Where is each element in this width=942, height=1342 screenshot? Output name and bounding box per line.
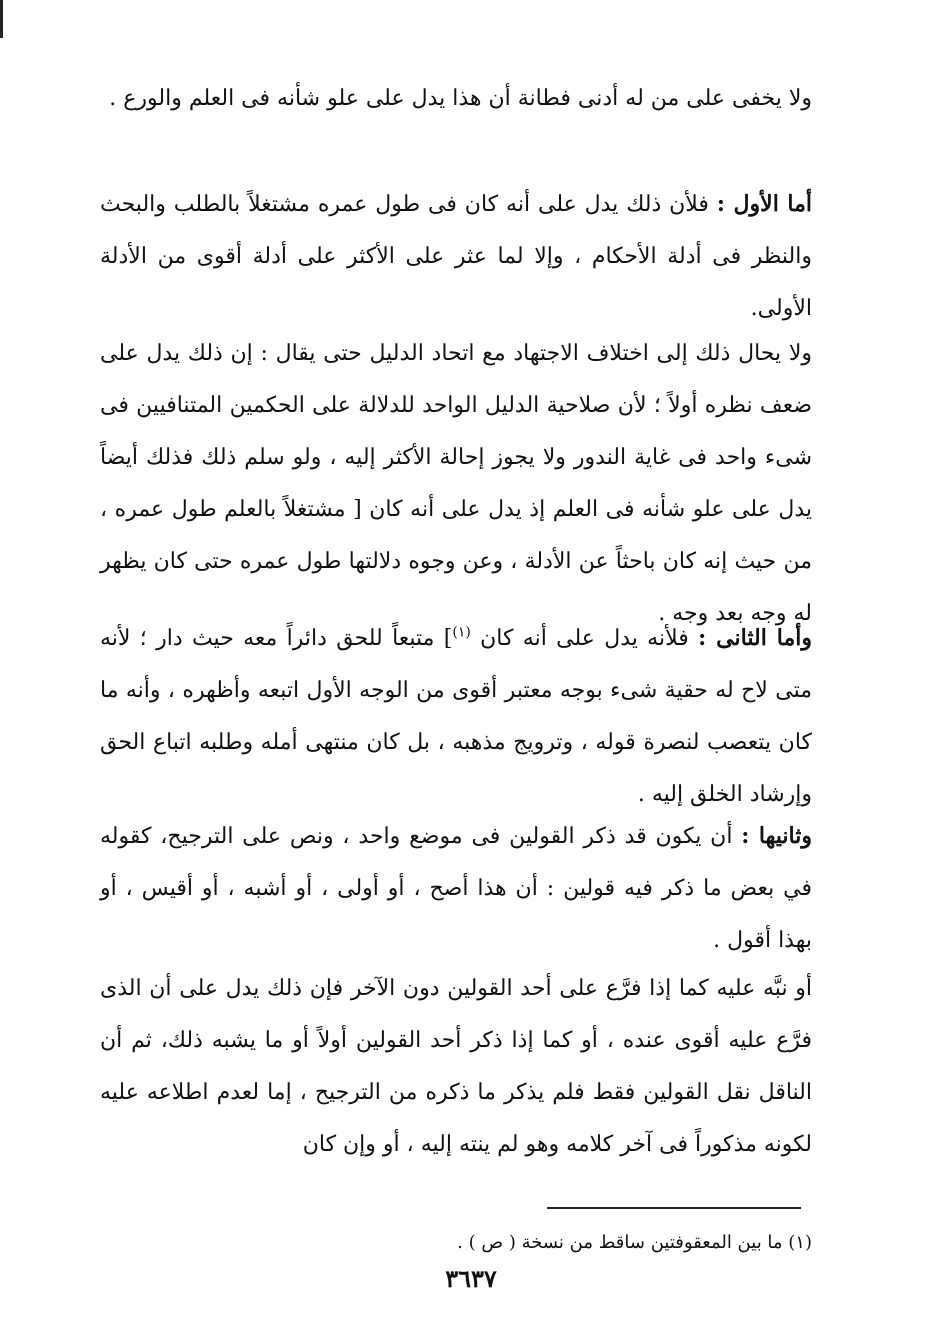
paragraph-text-before-ref: فلأنه يدل على أنه كان: [470, 626, 699, 651]
paragraph-lead-second: وأما الثانى :: [698, 625, 813, 651]
paragraph-text: أو نبَّه عليه كما إذا فرَّع على أحد القولين دون الآخر فإن ذلك يدل على أن الذى فرَّع عليه أقوى عنده ، أو كما إذا ذكر أحد القولين أولاً أو ما يشبه ذلك، ثم أن الناقل نقل القولين فقط فلم يذكر ما ذكره من الترجيح ، إما لعدم اطلاعه عليه لكونه مذكوراً فى آخر كلامه وهو لم ينته إليه ، أو وإن كان: [100, 976, 812, 1157]
scan-edge-mark: [0, 0, 3, 38]
page-number: ٣٦٣٧: [445, 1264, 497, 1293]
paragraph-2: [100, 178, 812, 335]
paragraph-text: فلأن ذلك يدل على أنه كان فى طول عمره مشتغلاً بالطلب والبحث والنظر فى أدلة الأحكام ، وإلا لما عثر على الأكثر على أدلة أقوى من الأدلة الأولى.: [100, 192, 812, 321]
footnote-divider: [547, 1207, 801, 1209]
footnote: (١) ما بين المعقوفتين ساقط من نسخة ( ص ) .: [457, 1232, 812, 1253]
paragraph-text: أن يكون قد ذكر القولين فى موضع واحد ، ونص على الترجيح، كقوله في بعض ما ذكر فيه قولين : أن هذا أصح ، أو أولى ، أو أشبه ، أو أقيس ، أو بهذا أقول .: [100, 824, 812, 953]
paragraph-1: [100, 72, 812, 125]
paragraph-text: ولا يخفى على من له أدنى فطانة أن هذا يدل على علو شأنه فى العلم والورع .: [109, 86, 812, 111]
paragraph-text: ولا يحال ذلك إلى اختلاف الاجتهاد مع اتحاد الدليل حتى يقال : إن ذلك يدل على ضعف نظره أولاً ؛ لأن صلاحية الدليل الواحد للدلالة على الحكمين المتنافيين فى شىء واحد فى غاية الندور ولا يجوز إحالة الأكثر إليه ، ولو سلم ذلك فذلك أيضاً يدل على علو شأنه فى العلم إذ يدل على أنه كان [ مشتغلاً بالعلم طول عمره ، من حيث إنه كان باحثاً عن الأدلة ، وعن وجوه دلالتها طول عمره حتى كان يظهر له وجه بعد وجه .: [100, 341, 812, 626]
paragraph-6: [100, 962, 812, 1171]
paragraph-5: [100, 810, 812, 967]
paragraph-4: [100, 612, 812, 821]
footnote-reference: (١): [452, 624, 471, 641]
paragraph-lead-secondly: وثانيها :: [741, 823, 812, 849]
paragraph-lead-first: أما الأول :: [716, 191, 812, 217]
paragraph-text-after-ref: ] متبعاً للحق دائراً معه حيث دار ؛ لأنه متى لاح له حقية شىء بوجه معتبر أقوى من الوجه الأول اتبعه وأظهره ، وأنه ما كان يتعصب لنصرة قوله ، وترويج مذهبه ، بل كان منتهى أمله وطلبه اتباع الحق وإرشاد الخلق إليه .: [100, 626, 812, 807]
paragraph-3: [100, 327, 812, 640]
